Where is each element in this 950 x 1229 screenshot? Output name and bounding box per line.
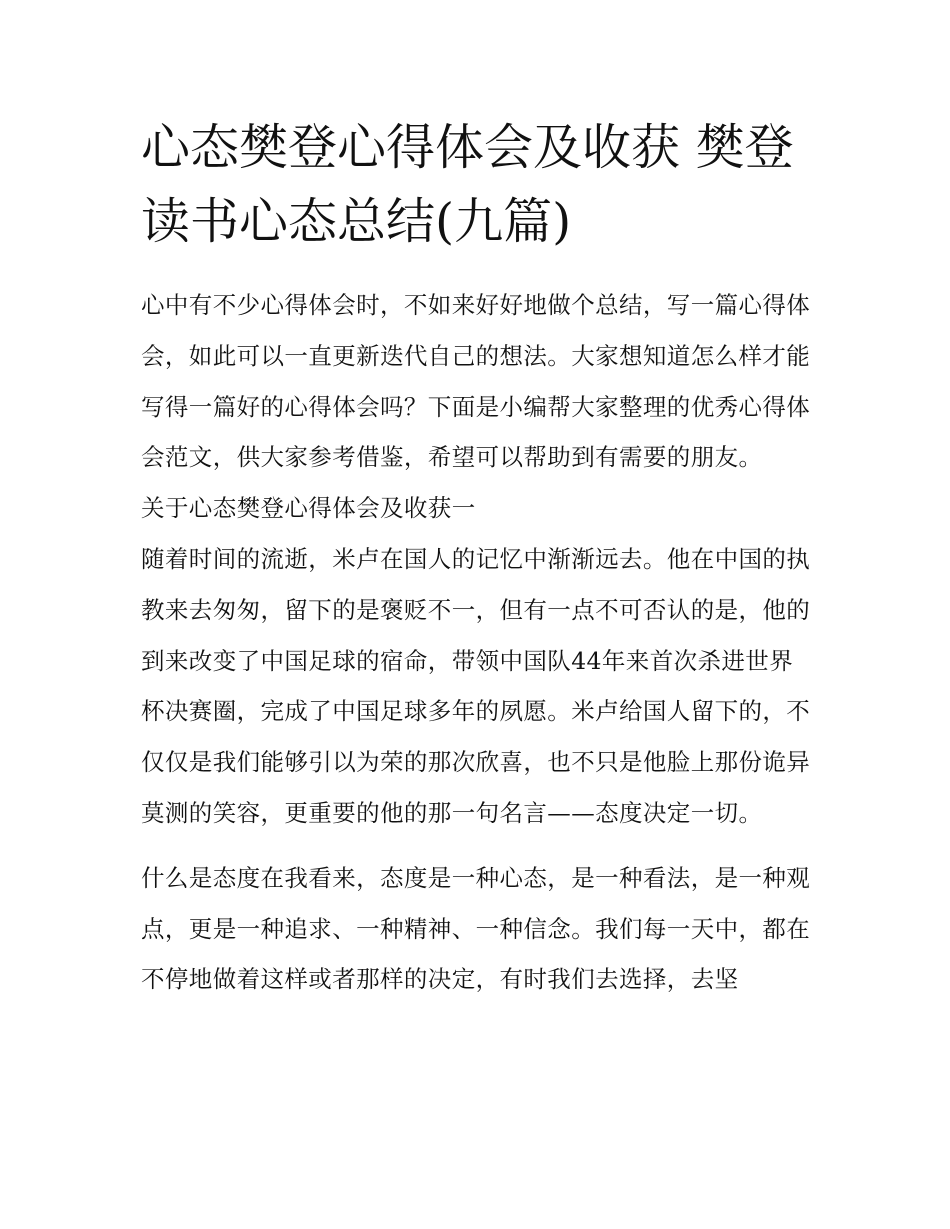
document-body [141, 111, 813, 1005]
document-title: 心态樊登心得体会及收获 樊登读书心态总结(九篇) [141, 119, 794, 250]
section-heading: 关于心态樊登心得体会及收获一 [141, 494, 476, 523]
body-paragraph-1: 随着时间的流逝，米卢在国人的记忆中渐渐远去。他在中国的执教来去匆匆，留下的是褒贬不一，但有一点不可否认的是，他的到来改变了中国足球的宿命，带领中国队44年来首次杀进世界杯决赛圈，完成了中国足球多年的夙愿。米卢给国人留下的，不仅仅是我们能够引以为荣的那次欣喜，也不只是他脸上那份诡异莫测的笑容，更重要的他的那一句名言——态度决定一切。 [141, 544, 811, 827]
intro-paragraph: 心中有不少心得体会时，不如来好好地做个总结，写一篇心得体会，如此可以一直更新迭代自己的想法。大家想知道怎么样才能写得一篇好的心得体会吗？下面是小编帮大家整理的优秀心得体会范文，供大家参考借鉴，希望可以帮助到有需要的朋友。 [141, 291, 811, 472]
body-paragraph-2: 什么是态度在我看来，态度是一种心态，是一种看法，是一种观点，更是一种追求、一种精神、一种信念。我们每一天中，都在不停地做着这样或者那样的决定，有时我们去选择，去坚 [141, 863, 811, 994]
